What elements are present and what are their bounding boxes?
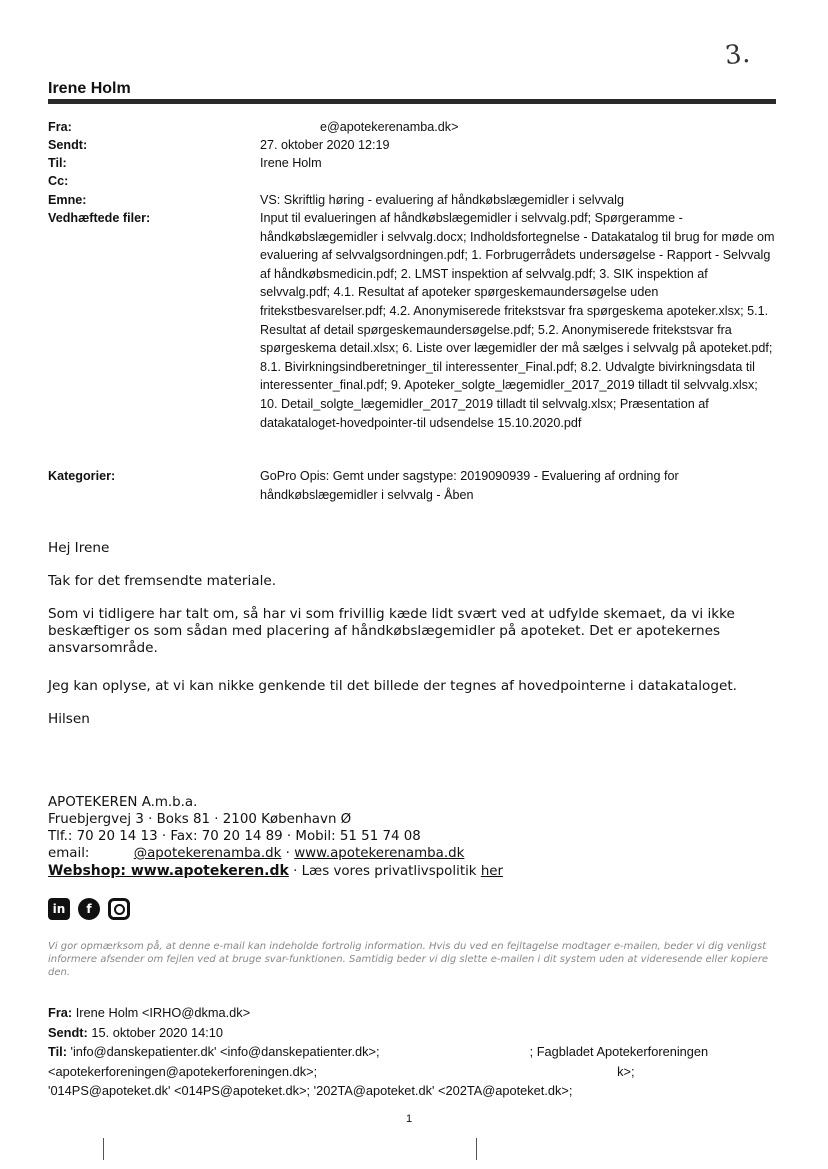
- handwritten-page-mark: 3.: [723, 38, 752, 72]
- social-icons: [48, 898, 130, 920]
- instagram-icon[interactable]: [108, 898, 130, 920]
- fw-to-label: Til:: [48, 1044, 67, 1059]
- email-sep: ·: [281, 846, 295, 861]
- fw-sent-line: [48, 1023, 778, 1043]
- sent-value: 27. oktober 2020 12:19: [260, 138, 390, 152]
- scan-mark-left: [103, 1138, 104, 1160]
- fw-to-value-b: ; Fagbladet Apotekerforeningen: [529, 1044, 709, 1059]
- greeting: Hej Irene: [48, 540, 110, 556]
- fw-to-value-a: 'info@danskepatienter.dk' <info@danskepatienter.dk>;: [66, 1044, 380, 1059]
- fw-to-line2-end: k>;: [617, 1063, 635, 1079]
- subject-value: VS: Skriftlig høring - evaluering af håndkøbslægemidler i selvvalg: [260, 193, 624, 207]
- attachments-value: Input til evalueringen af håndkøbslægemidler i selvvalg.pdf; Spørgeramme - håndkøbslægemidler i selvvalg.docx; Indholdsfortegnelse - Datakatalog til brug for møde om evaluering af selvvalgsordningen.pdf; 1. Forbrugerrådets undersøgelse - Rapport - Selvvalg af håndkøbsmedicin.pdf; 2. LMST inspektion af selvvalg.pdf; 3. SIK inspektion af selvvalg.pdf; 4.1. Resultat af apoteker spørgeskemaundersøgelse uden fritekstbesvarelser.pdf; 4.2. Anonymiserede fritekstsvar fra spørgeskema apoteker.xlsx; 5.1. Resultat af detail spørgeskemaundersøgelse.pdf; 5.2. Anonymiserede fritekstsvar fra spørgeskema detail.xlsx; 6. Liste over lægemidler der må sælges i selvvalg på apoteket.pdf; 8.1. Bivirkningsindberetninger_til interessenter_Final.pdf; 8.2. Udvalgte bivirkningsdata til interessenter_final.pdf; 9. Apoteker_solgte_lægemidler_2017_2019 tilladt til selvvalg.xlsx; 10. Detail_solgte_lægemidler_2017_2019 tilladt til selvvalg.xlsx; Præsentation af datakataloget-hovedpointer-til udsendelse 15.10.2020.pdf: [260, 211, 775, 430]
- linkedin-icon[interactable]: in: [48, 898, 70, 920]
- scan-mark-right: [476, 1138, 477, 1160]
- from-label: Fra:: [48, 120, 72, 134]
- fw-sent-label: Sendt:: [48, 1024, 88, 1040]
- email-prefix: email:: [48, 846, 94, 861]
- webshop-link[interactable]: Webshop: www.apotekeren.dk: [48, 863, 289, 879]
- fw-from-line: [48, 1003, 778, 1023]
- website-link[interactable]: www.apotekerenamba.dk: [294, 846, 465, 861]
- privacy-link[interactable]: her: [480, 864, 504, 879]
- forwarded-header: [48, 1003, 778, 1101]
- signature-email-line: [48, 846, 464, 863]
- categories-value: GoPro Opis: Gemt under sagstype: 2019090939 - Evaluering af ordning for håndkøbslægemidler i selvvalg - Åben: [260, 469, 679, 502]
- fw-from-label: Fra:: [48, 1005, 73, 1020]
- header-rule: [48, 99, 776, 104]
- signature-company: APOTEKEREN A.m.b.a.: [48, 795, 198, 810]
- signature-webshop-line: [48, 863, 503, 881]
- attachments-label: Vedhæftede filer:: [48, 211, 151, 225]
- fw-to-line-2: [48, 1062, 778, 1082]
- mailbox-owner: Irene Holm: [48, 80, 131, 97]
- closing: Hilsen: [48, 711, 90, 727]
- to-label: Til:: [48, 156, 67, 170]
- body-paragraph-3: Jeg kan oplyse, at vi kan nikke genkende til det billede der tegnes af hovedpointerne i datakataloget.: [48, 678, 737, 694]
- body-paragraph-1: Tak for det fremsendte materiale.: [48, 573, 277, 589]
- signature-address: Fruebjergvej 3 · Boks 81 · 2100 København Ø: [48, 812, 352, 827]
- sent-label: Sendt:: [48, 138, 88, 152]
- disclaimer: Vi gor opmærksom på, at denne e-mail kan indeholde fortrolig information. Hvis du ved en fejltagelse modtager e-mailen, beder vi dig venligst informere afsender om fejlen ved at bruge svar-funktionen. Samtidig beder vi dig slette e-mailen i dit system uden at videresende eller kopiere den.: [48, 941, 769, 978]
- subject-label: Emne:: [48, 193, 87, 207]
- fw-to-line-3: '014PS@apoteket.dk' <014PS@apoteket.dk>; '202TA@apoteket.dk' <202TA@apoteket.dk>;: [48, 1083, 573, 1098]
- email-link[interactable]: @apotekerenamba.dk: [133, 846, 282, 861]
- page-number: 1: [406, 1113, 413, 1125]
- fw-sent-value: 15. oktober 2020 14:10: [87, 1024, 223, 1040]
- body-paragraph-2: Som vi tidligere har talt om, så har vi som frivillig kæde lidt svært ved at udfylde skemaet, da vi ikke beskæftiger os som sådan med placering af håndkøbslægemidler på apoteket. Det er apotekernes ansvarsområde.: [48, 606, 735, 656]
- facebook-icon[interactable]: f: [78, 898, 100, 920]
- categories-label: Kategorier:: [48, 469, 116, 483]
- fw-to-line2: <apotekerforeningen@apotekerforeningen.dk>;: [48, 1063, 318, 1079]
- fw-to-line: [48, 1042, 778, 1062]
- to-value: Irene Holm: [260, 156, 322, 170]
- privacy-text: · Læs vores privatlivspolitik: [288, 864, 481, 879]
- signature-phones: Tlf.: 70 20 14 13 · Fax: 70 20 14 89 · Mobil: 51 51 74 08: [48, 829, 421, 844]
- cc-label: Cc:: [48, 174, 69, 188]
- fw-from-value: Irene Holm <IRHO@dkma.dk>: [72, 1005, 251, 1020]
- from-value: e@apotekerenamba.dk>: [320, 120, 459, 134]
